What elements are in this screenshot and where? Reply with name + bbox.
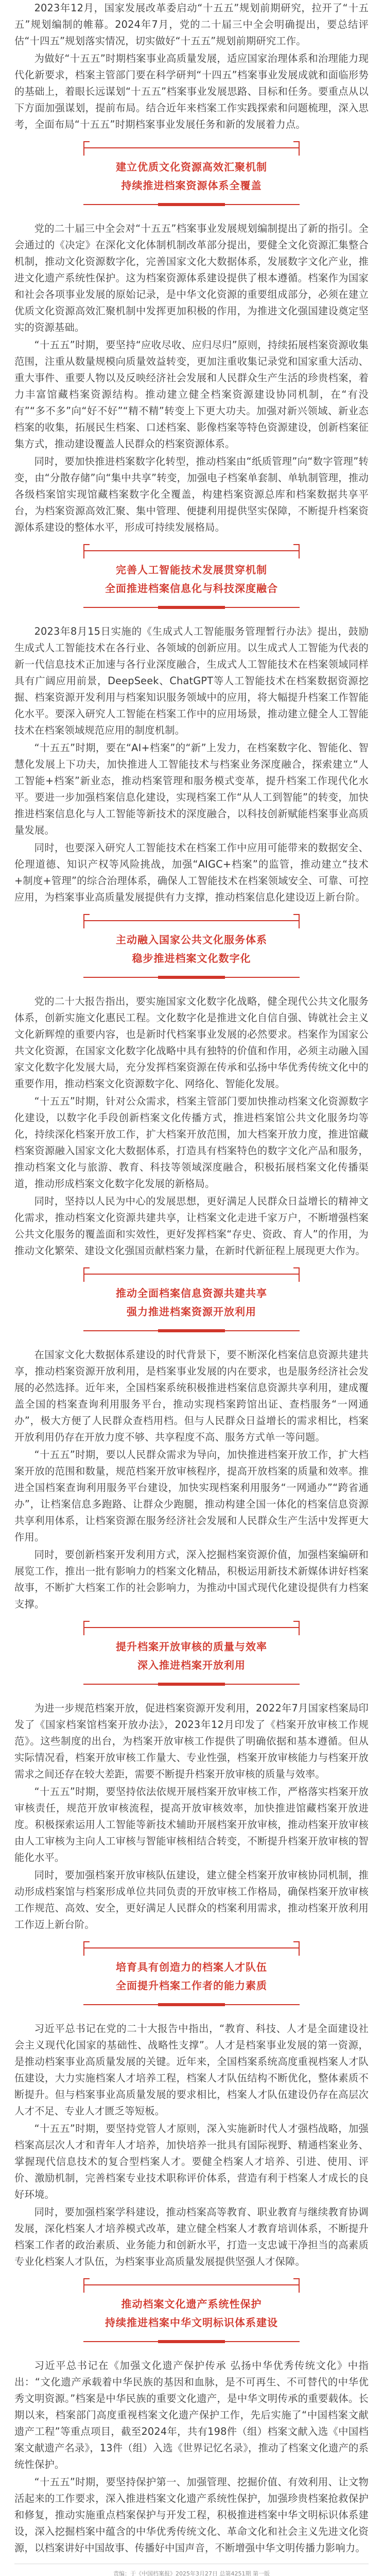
section-title — [83, 920, 300, 979]
article-paragraph: 为做好“十五五”时期档案事业高质量发展，适应国家治理体系和治理能力现代化新要求，档案主管部门要在科学研判“十四五”档案事业发展成就和面临形势的基础上，着眼长远谋划“十五五”档案事业发展思路、目标和任务。要重点从以下方面加强谋划，提前布局。结合近年来档案工作实践探索和问题梳理，深入思考，全面布局“十五五”时期档案事业发展任务和新的发展着力点。 — [14, 53, 369, 130]
section-title — [83, 147, 300, 206]
article-content — [14, 0, 369, 2576]
section-title-line: 全面提升档案工作者的能力素质 — [116, 1979, 267, 1992]
article-paragraph: “十五五”时期，要坚持依法依规开展档案开放审核工作，严格落实档案开放审核责任，规范开放审核流程，提高开放审核效率，加快推进馆藏档案开放进度。积极探索运用人工智能等新技术辅助开展档案开放审核，推动档案开放审核由人工审核为主向人工审核与智能审核相结合转变，不断提升档案开放审核的智能化水平。 — [14, 1786, 369, 1863]
article-paragraph: 同时，要加快推进档案数字化转型，推动档案由“纸质管理”向“数字管理”转变，由“分散存储”向“集中共享”转变，加强电子档案单套制、单轨制管理，推动各级档案馆实现馆藏档案数字化全覆盖，构建档案资源总库和档案数据共享平台，为档案资源高效汇聚、集中管理、便捷利用提供坚实保障，不断提升档案资源体系建设的整体水平，形成可持续发展格局。 — [14, 455, 369, 533]
section-title-frame — [83, 1627, 300, 1685]
section-title-line: 持续推进档案资源体系全覆盖 — [121, 179, 262, 192]
section-title — [83, 1274, 300, 1332]
section-title-line: 全面推进档案信息化与科技深度融合 — [105, 582, 278, 595]
article-paragraph: “十五五”时期，要坚持党管人才原则，深入实施新时代人才强档战略，加强档案高层次人才和青年人才培养，加快培养一批具有国际视野、精通档案业务、掌握现代信息技术的复合型档案人才。要健全档案人才培养、引进、使用、评价、激励机制，完善档案专业技术职称评价体系，营造有利于档案人才成长的良好环境。 — [14, 2123, 369, 2200]
article-paragraph: 在国家文化大数据体系建设的时代背景下，要不断深化档案信息资源共建共享，推动档案资源开放利用，是档案事业发展的内在要求，也是服务经济社会发展的必然选择。近年来，全国档案系统积极推进档案信息资源共享利用，建成覆盖全国的档案查询利用服务平台，推动实现档案跨馆出证、查档服务“一网通办”，极大方便了人民群众查档用档。但与人民群众日益增长的需求相比，档案开放利用仍存在开放力度不够、共享程度不高、服务方式单一等问题。 — [14, 1349, 369, 1443]
article-paragraph: “十五五”时期，要坚持保护第一、加强管理、挖掘价值、有效利用、让文物活起来的工作要求，深入推进档案文化遗产系统性保护，加强珍贵档案抢救保护和修复，推动实施重点档案保护与开发工程，积极推进档案中华文明标识体系建设，深入挖掘档案中蕴含的中华优秀传统文化、革命文化和社会主义先进文化资源，以档案讲好中国故事、传播好中国声音，不断增强中华文明传播力影响力。 — [14, 2476, 369, 2554]
article-paragraph: 同时，要加强档案开放审核队伍建设，建立健全档案开放审核协同机制，推动形成档案馆与档案形成单位共同负责的开放审核工作格局，确保档案开放审核工作规范、高效、安全，更好满足人民群众的档案利用需求，推动档案开放利用工作迈上新台阶。 — [14, 1869, 369, 1930]
article-paragraph: “十五五”时期，要在“AI+档案”的“新”上发力，在档案数字化、智能化、智慧化发展上下功夫，加快推进人工智能技术与档案业务深度融合，探索建立“人工智能+档案”新业态，推动档案管理和服务模式变革，提升档案工作现代化水平。要进一步加强档案信息化建设，实现档案工作“从人工到智能”的转变，加快推进档案信息化与人工智能等新技术的深度融合，以科技创新赋能档案事业高质量发展。 — [14, 742, 369, 836]
article-paragraph: 同时，也要深入研究人工智能技术在档案工作中应用可能带来的数据安全、伦理道德、知识产权等风险挑战，加强“AIGC+档案”的监管，推动建立“技术+制度+管理”的综合治理体系，确保人工智能技术在档案领域安全、可靠、可控应用，为档案事业高质量发展提供有力支撑，推动档案信息化建设迈上新台阶。 — [14, 842, 369, 903]
section-title-line: 推动全面档案信息资源共建共享 — [116, 1287, 267, 1299]
article-paragraph: 2023年12月，国家发展改革委启动“十五五”规划前期研究，拉开了“十五五”规划编制的帷幕。2024年7月，党的二十届三中全会明确提出，要总结评估“十四五”规划落实情况，切实做好“十五五”规划前期研究工作。 — [14, 2, 369, 47]
article-paragraph: 习近平总书记在《加强文化遗产保护传承 弘扬中华优秀传统文化》中指出：“文化遗产承载着中华民族的基因和血脉，是不可再生、不可替代的中华优秀文明资源。”档案是中华民族的重要文化遗产，是中华文明传承的重要载体。长期以来，档案部门高度重视档案文化遗产保护工作，先后实施了“中国档案文献遗产工程”等重点项目，截至2024年，共有198件（组）档案文献入选《中国档案文献遗产名录》，13件（组）入选《世界记忆名录》，推动了档案文化遗产的系统性保护。 — [14, 2360, 369, 2470]
section-title-line: 完善人工智能技术发展贯穿机制 — [116, 564, 267, 576]
section-title-line: 稳步推进档案文化数字化 — [132, 952, 251, 964]
section-title — [83, 1627, 300, 1686]
article-paragraph: “十五五”时期，要坚持“应收尽收、应归尽归”原则，持续拓展档案资源收集范围，注重从数量规模向质量效益转变，更加注重收集记录党和国家重大活动、重大事件、重要人物以及反映经济社会发展和人民群众生产生活的珍贵档案，着力丰富馆藏档案资源结构。推动建立健全档案资源建设协同机制，在“有没有”“多不多”向“好不好”“精不精”转变上下更大功夫。加强对新兴领域、新业态档案的收集，拓展民生档案、口述档案、影像档案等特色资源建设，创新档案征集方式，推动建设覆盖人民群众的档案资源体系。 — [14, 339, 369, 450]
section-title — [83, 2284, 300, 2343]
section-title-frame — [83, 147, 300, 205]
editor-footer: 责编：于《中国档案报》2025年3月27日 总第4251期 第一版 — [14, 2564, 369, 2576]
section-title — [83, 1947, 300, 2006]
article-paragraph: 2023年8月15日实施的《生成式人工智能服务管理暂行办法》提出，鼓励生成式人工智能技术在各行业、各领域的创新应用。以生成式人工智能为代表的新一代信息技术正加速与各行业深度融合，生成式人工智能技术在档案领域同样具有广阔应用前景，DeepSeek、ChatGPT等人工智能技术在档案数据资源挖掘、档案资源开发利用与档案知识服务领域中的应用，将大幅提升档案工作智能化水平。要深入研究人工智能在档案工作中的应用场景，推动建立健全人工智能技术在档案领域规范应用的制度机制。 — [14, 625, 369, 736]
section-title-line: 主动融入国家公共文化服务体系 — [116, 934, 267, 946]
section-title-frame — [83, 2284, 300, 2342]
section-title-line: 推动档案文化遗产系统性保护 — [121, 2298, 262, 2310]
section-title-line: 建立优质文化资源高效汇聚机制 — [116, 161, 267, 173]
article-paragraph: 同时，坚持以人民为中心的发展思想，更好满足人民群众日益增长的精神文化需求，推动档案文化资源共建共享，让档案文化走进千家万户，不断增强档案公共文化服务的覆盖面和实效性，更好发挥档案“存史、资政、育人”的作用，为推动文化繁荣、建设文化强国贡献档案力量，在新时代新征程上展现更大作为。 — [14, 1195, 369, 1257]
article-paragraph: 习近平总书记在党的二十大报告中指出，“教育、科技、人才是全面建设社会主义现代化国家的基础性、战略性支撑”。人才是档案事业发展的第一资源，是推动档案事业高质量发展的关键。近年来，全国档案系统高度重视档案人才队伍建设，大力实施档案人才培养工程，档案人才队伍结构不断优化，整体素质不断提升。但与档案事业高质量发展的要求相比，档案人才队伍建设仍存在高层次人才不足、专业人才匮乏等短板。 — [14, 2023, 369, 2117]
section-title-line: 持续推进档案中华文明标识体系建设 — [105, 2316, 278, 2329]
section-title-line: 强力推进档案资源开放利用 — [127, 1306, 256, 1318]
article-paragraph: 为进一步规范档案开放，促进档案资源开发利用，2022年7月国家档案局印发了《国家档案馆档案开放办法》，2023年12月印发了《档案开放审核工作规范》。这些制度的出台，为档案开放审核工作提供了明确依据和基本遵循。但从实际情况看，档案开放审核工作量大、专业性强，档案开放审核能力与档案开放需求之间还存在较大差距，需要不断提升档案开放审核的质量与效率。 — [14, 1702, 369, 1780]
section-title-frame — [83, 1947, 300, 2005]
section-title-frame — [83, 920, 300, 978]
article-paragraph: 同时，要加强档案学科建设，推动档案高等教育、职业教育与继续教育协调发展，深化档案人才培养模式改革，建立健全档案人才教育培训体系，不断提升档案工作者的政治素质、业务能力和创新水平，打造一支忠诚干净担当的高素质专业化档案人才队伍，为档案事业高质量发展提供坚强人才保障。 — [14, 2206, 369, 2267]
article-paragraph: “十五五”时期，要以人民群众需求为导向，加快推进档案开放工作，扩大档案开放的范围和数量，规范档案开放审核程序，提高开放档案的质量和效率。推进全国档案查询利用服务平台建设，加快实现档案利用服务“一网通办”“跨省通办”，让档案信息多跑路、让群众少跑腿，推动构建全国一体化的档案信息资源共享利用体系，让档案资源在服务经济社会发展和人民群众生产生活中发挥更大作用。 — [14, 1449, 369, 1543]
section-title-line: 深入推进档案开放利用 — [137, 1659, 246, 1671]
section-title-line: 培育具有创造力的档案人才队伍 — [116, 1961, 267, 1973]
section-title — [83, 550, 300, 609]
section-title-frame — [83, 1274, 300, 1331]
section-title-line: 提升档案开放审核的质量与效率 — [116, 1640, 267, 1653]
article-paragraph: “十五五”时期，针对公众需求，档案主管部门要加快推动档案文化资源数字化建设，以数字化手段创新档案文化传播方式，推进档案馆公共文化服务均等化，持续深化档案开放工作，扩大档案开放范围，加大档案开放力度，推进馆藏档案资源融入国家文化大数据体系，打造具有档案特色的数字文化产品和服务，推动档案文化与旅游、教育、科技等领域深度融合，积极拓展档案文化传播渠道，推动形成档案文化数字化发展的新格局。 — [14, 1095, 369, 1190]
article-paragraph: 党的二十届三中全会对“十五五”档案事业发展规划编制提出了新的指引。全会通过的《决定》在深化文化体制机制改革部分提出，要健全文化资源汇集整合机制，推动文化资源数字化，完善国家文化大数据体系，发展数字文化产业，推进文化遗产系统性保护。这为档案资源体系建设提供了根本遵循。档案作为国家和社会各项事业发展的原始记录，是中华文化资源的重要组成部分，必须在建立优质文化资源高效汇聚机制中发挥更加积极的作用，为推进文化强国建设奠定坚实的资源基础。 — [14, 223, 369, 333]
section-title-frame — [83, 550, 300, 608]
article-paragraph: 同时，要创新档案开发利用方式，深入挖掘档案资源价值，加强档案编研和展览工作，推出一批有影响力的档案文化精品，积极运用新技术新媒体讲好档案故事，不断扩大档案工作的社会影响力，为推动中国式现代化建设提供有力档案支撑。 — [14, 1549, 369, 1610]
article-paragraph: 党的二十大报告指出，要实施国家文化数字化战略，健全现代公共文化服务体系，创新实施文化惠民工程。文化数字化是推进文化自信自强、铸就社会主义文化新辉煌的重要内容，也是新时代档案事业发展的必然要求。档案作为国家公共文化资源，在国家文化数字化战略中具有独特的价值和作用，必须主动融入国家文化数字化发展大局，充分发挥档案资源在传承和弘扬中华优秀传统文化中的重要作用，推动档案文化资源数字化、网络化、智能化发展。 — [14, 995, 369, 1090]
